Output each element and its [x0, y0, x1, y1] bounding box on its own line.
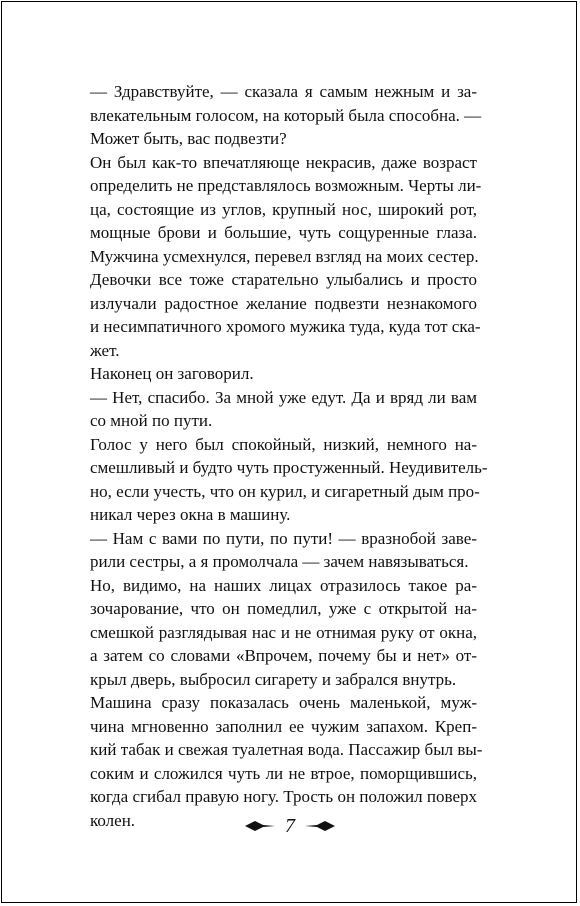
left-ornament-icon [245, 815, 275, 838]
text-line: кий табак и свежая туалетная вода. Пассажир был вы- [90, 740, 483, 759]
paragraph [90, 151, 482, 363]
paragraph [90, 527, 477, 574]
text-line: и несимпатичного хромого мужика туда, куда тот ска- [90, 317, 481, 336]
text-line: Наконец он заговорил. [90, 364, 254, 383]
paragraph [90, 691, 483, 832]
text-line: определить не представлялось возможным. Черты ли- [90, 176, 482, 195]
paragraph [90, 433, 488, 527]
text-line: никал через окна в машину. [90, 505, 291, 524]
page-footer [0, 814, 580, 838]
paragraph [90, 362, 477, 386]
text-line: смешкой разглядывая нас и не отнимая руку от окна, [90, 622, 477, 642]
text-line: Он был как-то впечатляюще некрасив, даже возраст [90, 152, 477, 172]
text-line: а затем со словами «Впрочем, почему бы и нет» от- [90, 646, 477, 665]
page-number: 7 [285, 814, 295, 837]
text-line: излучали радостное желание подвезти незнакомого [90, 293, 477, 313]
text-line: — Нам с вами по пути, по пути! — вразнобой завe- [90, 528, 477, 548]
text-line: Голос у него был спокойный, низкий, немного на- [90, 434, 477, 454]
text-line: но, если учесть, что он курил, и сигаретный дым про- [90, 481, 480, 501]
text-line: Машина сразу показалась очень маленькой, муж- [90, 693, 477, 712]
paragraph [90, 574, 477, 692]
text-line: влекательным голосом, на который была способна. — [90, 105, 482, 125]
text-line: соким и сложился чуть ли не втрое, поморщившись, [90, 763, 477, 783]
paragraph [90, 386, 477, 433]
text-line: — Нет, спасибо. За мной уже едут. Да и вряд ли вам [90, 387, 477, 407]
text-line: Мужчина усмехнулся, перевел взгляд на моих сестер. [90, 246, 479, 266]
text-line: чина мгновенно заполнил ее чужим запахом. Креп- [90, 716, 477, 736]
text-line: ца, состоящие из углов, крупный нос, широкий рот, [90, 199, 477, 219]
text-line: Девочки все тоже старательно улыбались и просто [90, 270, 477, 289]
text-line: мощные брови и большие, чуть сощуренные глаза. [90, 223, 477, 242]
text-line: — Здравствуйте, — сказала я самым нежным и за- [90, 82, 477, 101]
text-line: Может быть, вас подвезти? [90, 129, 287, 148]
text-line: колен. [90, 810, 136, 830]
text-line: крыл дверь, выбросил сигарету и забрался внутрь. [90, 669, 457, 689]
paragraph [90, 80, 482, 151]
text-line: рили сестры, а я промолчала — зачем навязываться. [90, 552, 469, 571]
right-ornament-icon [305, 815, 335, 838]
text-line: Но, видимо, на наших лицах отразилось такое ра- [90, 575, 477, 595]
text-line: смешливый и будто чуть простуженный. Неудивитель- [90, 458, 488, 477]
text-line: когда сгибал правую ногу. Трость он положил поверх [90, 787, 477, 806]
body-text [90, 80, 488, 832]
text-line: со мной по пути. [90, 411, 213, 430]
text-line: зочарование, что он помедлил, уже с открытой на- [90, 599, 477, 618]
text-line: жет. [90, 340, 120, 360]
